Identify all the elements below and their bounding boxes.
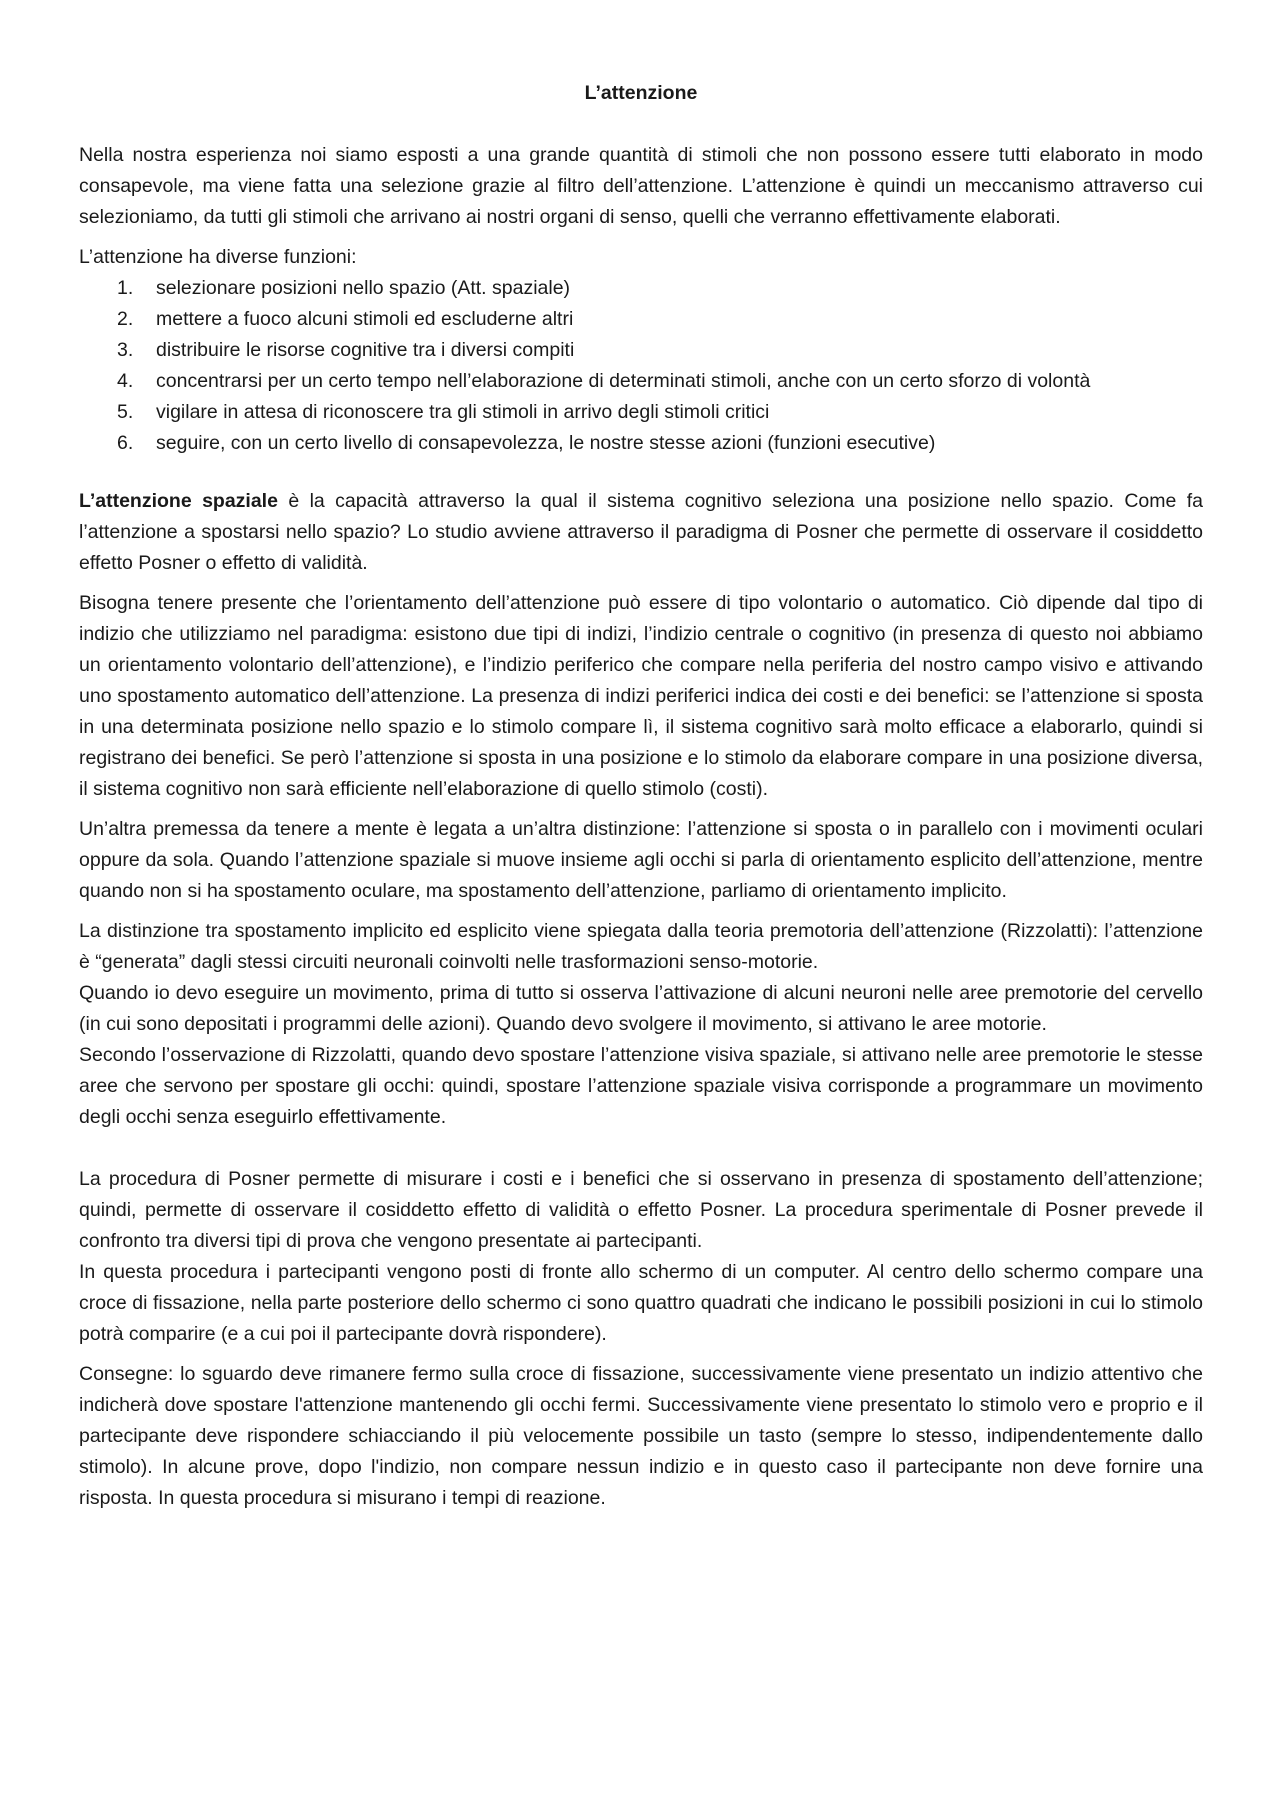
list-item-text: vigilare in attesa di riconoscere tra gli stimoli in arrivo degli stimoli critici [156, 401, 770, 423]
intro-paragraph: Nella nostra esperienza noi siamo esposti a una grande quantità di stimoli che non possono essere tutti elaborato in modo consapevole, ma viene fatta una selezione grazie al filtro dell’attenzione. L’attenzione è quindi un meccanismo attraverso cui selezioniamo, da tutti gli stimoli che arrivano ai nostri organi di senso, quelli che verranno effettivamente elaborati. [79, 144, 1203, 228]
list-number: 6. [117, 432, 134, 454]
list-number: 4. [117, 370, 134, 392]
list-item-text: selezionare posizioni nello spazio (Att. spaziale) [156, 277, 571, 299]
spatial-attention-text: è la capacità attraverso la qual il sistema cognitivo seleziona una posizione nello spazio. Come fa l’attenzione a spostarsi nello spazio? Lo studio avviene attraverso il paradigma di Posner che permette di osservare il cosiddetto effetto Posner o effetto di validità. [79, 490, 1203, 574]
premotor-paragraph: Quando io devo eseguire un movimento, prima di tutto si osserva l’attivazione di alcuni neuroni nelle aree premotorie del cervello (in cui sono depositati i programmi delle azioni). Quando devo svolgere il movimento, si attivano le aree motorie. [79, 982, 1203, 1035]
body-paragraph: Un’altra premessa da tenere a mente è legata a un’altra distinzione: l’attenzione si sposta o in parallelo con i movimenti oculari oppure da sola. Quando l’attenzione spaziale si muove insieme agli occhi si parla di orientamento esplicito dell’attenzione, mentre quando non si ha spostamento oculare, ma spostamento dell’attenzione, parliamo di orientamento implicito. [79, 818, 1203, 902]
list-item [79, 397, 1203, 428]
list-number: 3. [117, 339, 134, 361]
functions-label: L’attenzione ha diverse funzioni: [79, 246, 357, 268]
posner-paragraph: In questa procedura i partecipanti vengono posti di fronte allo schermo di un computer. Al centro dello schermo compare una croce di fissazione, nella parte posteriore dello schermo ci sono quattro quadrati che indicano le possibili posizioni in cui lo stimolo potrà comparire (e a cui poi il partecipante dovrà rispondere). [79, 1261, 1203, 1345]
posner-paragraph: La procedura di Posner permette di misurare i costi e i benefici che si osservano in presenza di spostamento dell’attenzione; quindi, permette di osservare il cosiddetto effetto di validità o effetto Posner. La procedura sperimentale di Posner prevede il confronto tra diversi tipi di prova che vengono presentate ai partecipanti. [79, 1168, 1203, 1252]
list-number: 2. [117, 308, 134, 330]
list-item [79, 273, 1203, 304]
document-page [79, 78, 1203, 1523]
body-paragraph: Bisogna tenere presente che l’orientamento dell’attenzione può essere di tipo volontario o automatico. Ciò dipende dal tipo di indizio che utilizziamo nel paradigma: esistono due tipi di indizi, l’indizio centrale o cognitivo (in presenza di questo noi abbiamo un orientamento volontario dell’attenzione), e l’indizio periferico che compare nella periferia del nostro campo visivo e attivando uno spostamento automatico dell’attenzione. La presenza di indizi periferici indica dei costi e dei benefici: se l’attenzione si sposta in una determinata posizione nello spazio e lo stimolo compare lì, il sistema cognitivo sarà molto efficace a elaborarlo, quindi si registrano dei benefici. Se però l’attenzione si sposta in una posizione e lo stimolo da elaborare compare in una posizione diversa, il sistema cognitivo non sarà efficiente nell’elaborazione di quello stimolo (costi). [79, 592, 1203, 800]
list-item [79, 428, 1203, 459]
list-item-text: seguire, con un certo livello di consapevolezza, le nostre stesse azioni (funzioni esecutive) [156, 432, 936, 454]
spatial-attention-term: L’attenzione spaziale [79, 490, 278, 512]
list-item [79, 304, 1203, 335]
premotor-paragraph: La distinzione tra spostamento implicito ed esplicito viene spiegata dalla teoria premotoria dell’attenzione (Rizzolatti): l’attenzione è “generata” dagli stessi circuiti neuronali coinvolti nelle trasformazioni senso-motorie. [79, 920, 1203, 973]
list-item [79, 366, 1203, 397]
list-item-text: concentrarsi per un certo tempo nell’elaborazione di determinati stimoli, anche con un certo sforzo di volontà [156, 370, 1091, 392]
spatial-attention-paragraph [79, 486, 1203, 579]
functions-list [79, 273, 1203, 459]
list-number: 1. [117, 277, 134, 299]
list-item-text: distribuire le risorse cognitive tra i diversi compiti [156, 339, 575, 361]
list-item [79, 335, 1203, 366]
list-number: 5. [117, 401, 134, 423]
premotor-paragraph: Secondo l’osservazione di Rizzolatti, quando devo spostare l’attenzione visiva spaziale, si attivano nelle aree premotorie le stesse aree che servono per spostare gli occhi: quindi, spostare l’attenzione spaziale visiva corrisponde a programmare un movimento degli occhi senza eseguirlo effettivamente. [79, 1044, 1203, 1128]
page-title: L’attenzione [584, 82, 698, 104]
instructions-paragraph: Consegne: lo sguardo deve rimanere fermo sulla croce di fissazione, successivamente viene presentato un indizio attentivo che indicherà dove spostare l'attenzione mantenendo gli occhi fermi. Successivamente viene presentato lo stimolo vero e proprio e il partecipante deve rispondere schiacciando il più velocemente possibile un tasto (sempre lo stesso, indipendentemente dallo stimolo). In alcune prove, dopo l'indizio, non compare nessun indizio e in questo caso il partecipante non deve fornire una risposta. In questa procedura si misurano i tempi di reazione. [79, 1363, 1203, 1509]
list-item-text: mettere a fuoco alcuni stimoli ed escluderne altri [156, 308, 574, 330]
